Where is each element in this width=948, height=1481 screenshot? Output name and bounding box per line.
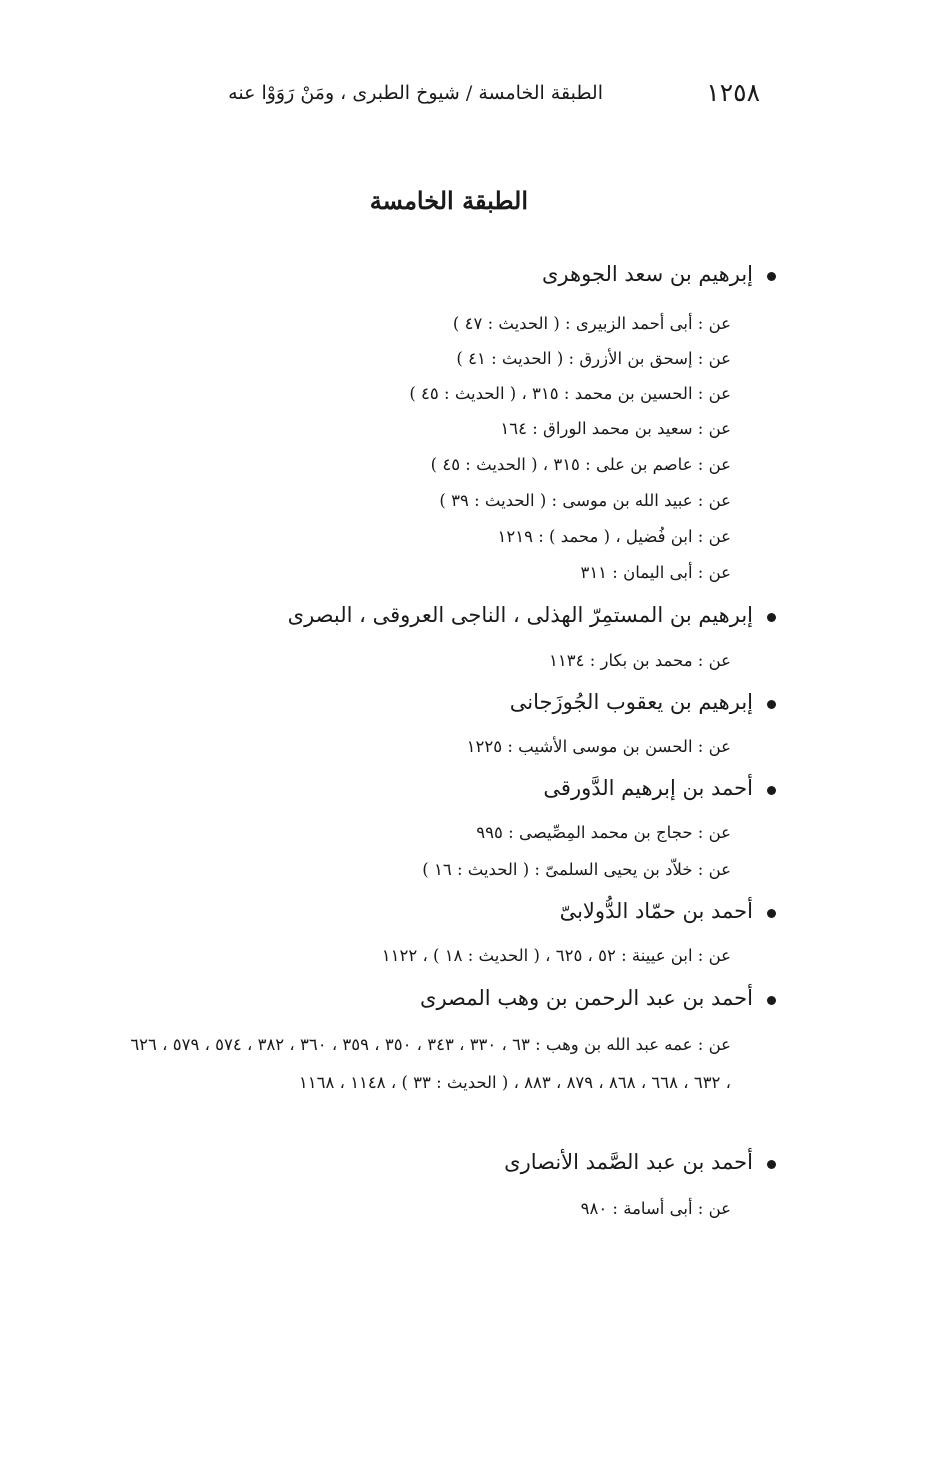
- reference-line: عن : عاصم بن على : ٣١٥ ، ( الحديث : ٤٥ ): [430, 455, 731, 474]
- narrator-name: أحمد بن إبرهيم الدَّورقى: [543, 776, 753, 800]
- reference-line: عن : ابن فُضيل ، ( محمد ) : ١٢١٩: [497, 527, 731, 546]
- narrator-entry: [560, 899, 776, 923]
- page-number: ١٢٥٨: [706, 78, 760, 107]
- narrator-entry: [510, 690, 776, 714]
- narrator-entry: [504, 1150, 776, 1174]
- narrator-name: أحمد بن عبد الصَّمد الأنصارى: [504, 1150, 753, 1174]
- section-title: الطبقة الخامسة: [369, 186, 528, 215]
- reference-line: عن : الحسن بن موسى الأشيب : ١٢٢٥: [466, 737, 731, 756]
- reference-line: عن : حجاج بن محمد المِصِّيصى : ٩٩٥: [476, 823, 731, 842]
- narrator-entry: [288, 603, 776, 627]
- reference-line: عن : أبى أحمد الزبيرى : ( الحديث : ٤٧ ): [452, 314, 731, 333]
- reference-line: عن : عبيد الله بن موسى : ( الحديث : ٣٩ ): [439, 491, 731, 510]
- bullet-icon: [767, 700, 776, 709]
- bullet-icon: [767, 996, 776, 1005]
- bullet-icon: [767, 613, 776, 622]
- reference-line: عن : أبى اليمان : ٣١١: [580, 563, 731, 582]
- narrator-name: أحمد بن حمّاد الدُّولابىّ: [559, 899, 753, 923]
- reference-line: عن : محمد بن بكار : ١١٣٤: [549, 651, 731, 670]
- reference-line: عن : خلاّد بن يحيى السلمىّ : ( الحديث : ١٦ ): [422, 860, 731, 879]
- reference-paragraph: عن : عمه عبد الله بن وهب : ٦٣ ، ٣٣٠ ، ٣٤٣ ، ٣٥٠ ، ٣٥٩ ، ٣٦٠ ، ٣٨٢ ، ٥٧٤ ، ٥٧٩ ، ٦٢٦ ، ٦٣٢ ، ٦٦٨ ، ٨٦٨ ، ٨٧٩ ، ٨٨٣ ، ( الحديث : ٣٣ ) ، ١١٤٨ ، ١١٦٨: [130, 1035, 731, 1092]
- narrator-entry: [420, 986, 776, 1010]
- bullet-icon: [767, 272, 776, 281]
- narrator-entry: [543, 776, 776, 800]
- narrator-name: إبرهيم بن سعد الجوهرى: [542, 262, 753, 286]
- reference-line: عن : إسحق بن الأزرق : ( الحديث : ٤١ ): [456, 349, 731, 368]
- narrator-entry: [542, 262, 776, 286]
- narrator-name: إبرهيم بن يعقوب الجُوزَجانى: [509, 690, 753, 714]
- reference-line: عن : ابن عيينة : ٥٢ ، ٦٢٥ ، ( الحديث : ١٨ ) ، ١١٢٢: [381, 946, 731, 965]
- reference-line: عن : الحسين بن محمد : ٣١٥ ، ( الحديث : ٤٥ ): [409, 384, 731, 403]
- bullet-icon: [767, 1160, 776, 1169]
- running-header-title: الطبقة الخامسة / شيوخ الطبرى ، ومَنْ رَوَوْا عنه: [228, 82, 603, 104]
- narrator-name: أحمد بن عبد الرحمن بن وهب المصرى: [420, 986, 753, 1010]
- narrator-name: إبرهيم بن المستمِرّ الهذلى ، الناجى العروقى ، البصرى: [287, 603, 753, 627]
- reference-line: عن : أبى أسامة : ٩٨٠: [580, 1199, 731, 1218]
- reference-line: عن : سعيد بن محمد الوراق : ١٦٤: [500, 419, 731, 438]
- bullet-icon: [767, 909, 776, 918]
- bullet-icon: [767, 786, 776, 795]
